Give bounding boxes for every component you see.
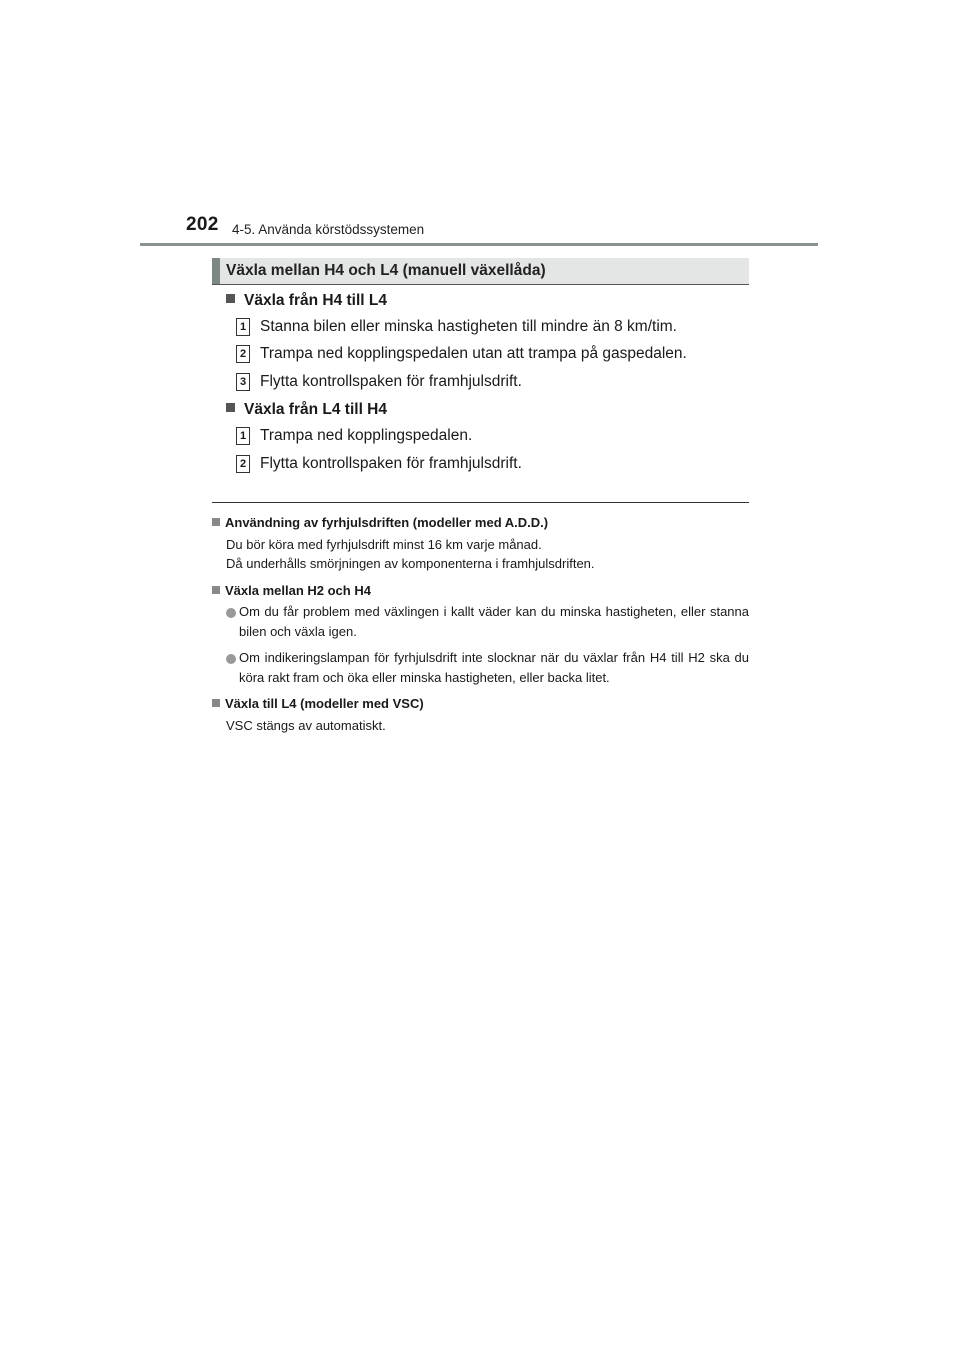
note-title-4wd-usage [212,515,548,530]
step-text: Stanna bilen eller minska hastigheten till mindre än 8 km/tim. [260,318,677,335]
square-bullet-icon [226,403,235,412]
note-text: Då underhålls smörjningen av komponenterna i framhjulsdriften. [226,556,595,571]
square-bullet-icon [212,699,220,707]
procedure-title-text: Växla från L4 till H4 [244,401,387,418]
heading-accent-bar [212,258,220,284]
note-text: VSC stängs av automatiskt. [226,718,386,733]
procedure-title-text: Växla från H4 till L4 [244,292,387,309]
step-text: Trampa ned kopplingspedalen utan att trampa på gaspedalen. [260,345,687,362]
square-bullet-icon [212,586,220,594]
step-text: Flytta kontrollspaken för framhjulsdrift. [260,455,522,472]
step-number-badge: 3 [236,373,250,391]
note-text: Du bör köra med fyrhjulsdrift minst 16 km varje månad. [226,537,542,552]
circle-bullet-icon [226,608,236,618]
square-bullet-icon [212,518,220,526]
notes-divider [212,502,749,503]
section-title: 4-5. Använda körstödssystemen [232,222,425,237]
step-text: Trampa ned kopplingspedalen. [260,427,473,444]
procedure-title-h4-to-l4 [226,292,387,310]
page-number: 202 [186,214,219,235]
note-title-text: Växla mellan H2 och H4 [225,583,371,598]
circle-bullet-icon [226,654,236,664]
bullet-text: Om indikeringslampan för fyrhjulsdrift inte slocknar när du växlar från H4 till H2 ska du köra rakt fram och öka eller minska hastigheten, eller backa litet. [239,650,749,685]
procedure-title-l4-to-h4 [226,401,387,419]
bullet-text: Om du får problem med växlingen i kallt väder kan du minska hastigheten, eller stanna bilen och växla igen. [239,604,749,639]
note-title-h2-h4 [212,583,371,598]
step-number-badge: 1 [236,318,250,336]
section-heading [212,258,749,285]
step-number-badge: 2 [236,455,250,473]
step-number-badge: 1 [236,427,250,445]
step-text: Flytta kontrollspaken för framhjulsdrift. [260,373,522,390]
note-title-text: Växla till L4 (modeller med VSC) [225,696,424,711]
square-bullet-icon [226,294,235,303]
note-title-l4-vsc [212,696,424,711]
step-number-badge: 2 [236,345,250,363]
section-heading-text: Växla mellan H4 och L4 (manuell växellåda) [226,262,546,279]
header-rule [140,243,818,246]
note-title-text: Användning av fyrhjulsdriften (modeller med A.D.D.) [225,515,549,530]
